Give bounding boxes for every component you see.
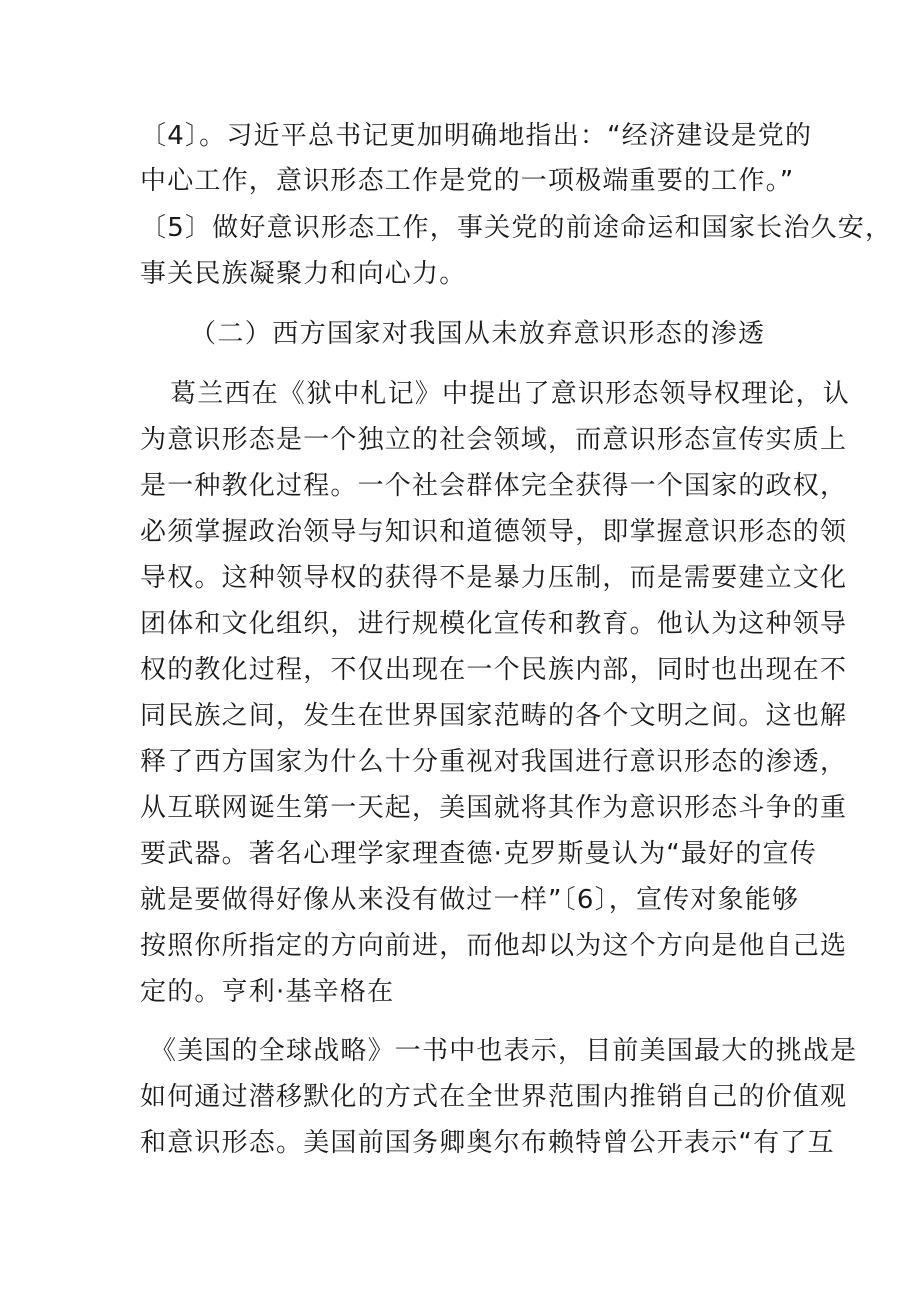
text-line: 从互联网诞生第一天起，美国就将其作为意识形态斗争的重 [140,793,848,823]
text-line: 葛兰西在《狱中札记》中提出了意识形态领导权理论，认 [170,379,851,409]
text-line: 权的教化过程，不仅出现在一个民族内部，同时也出现在不 [140,655,848,685]
text-line: 就是要做得好像从来没有做过一样”〔6〕，宣传对象能够 [140,885,800,915]
text-line: 导权。这种领导权的获得不是暴力压制，而是需要建立文化 [140,563,848,593]
text-line: 〔5〕做好意识形态工作，事关党的前途命运和国家长治久安， [140,213,893,243]
text-line: 按照你所指定的方向前进，而他却以为这个方向是他自己选 [140,931,848,961]
text-line: 同民族之间，发生在世界国家范畴的各个文明之间。这也解 [140,701,848,731]
text-line: 要武器。著名心理学家理查德·克罗斯曼认为“最好的宣传 [140,839,817,869]
text-line: 中心工作，意识形态工作是党的一项极端重要的工作。” [140,166,795,196]
text-line: 为意识形态是一个独立的社会领域，而意识形态宣传实质上 [140,425,848,455]
text-line: 《美国的全球战略》一书中也表示，目前美国最大的挑战是 [150,1036,858,1066]
text-line: 必须掌握政治领导与知识和道德领导，即掌握意识形态的领 [140,517,848,547]
text-line: 〔4〕。习近平总书记更加明确地指出：“经济建设是党的 [140,121,813,151]
section-heading: （二）西方国家对我国从未放弃意识形态的渗透 [190,319,766,349]
text-line: 和意识形态。美国前国务卿奥尔布赖特曾公开表示“有了互 [140,1128,835,1158]
text-line: 释了西方国家为什么十分重视对我国进行意识形态的渗透， [140,747,848,777]
text-line: 事关民族凝聚力和向心力。 [140,259,467,289]
text-line: 是一种教化过程。一个社会群体完全获得一个国家的政权， [140,471,848,501]
text-line: 如何通过潜移默化的方式在全世界范围内推销自己的价值观 [140,1082,848,1112]
text-line: 团体和文化组织，进行规模化宣传和教育。他认为这种领导 [140,609,848,639]
text-line: 定的。亨利·基辛格在 [140,977,395,1007]
